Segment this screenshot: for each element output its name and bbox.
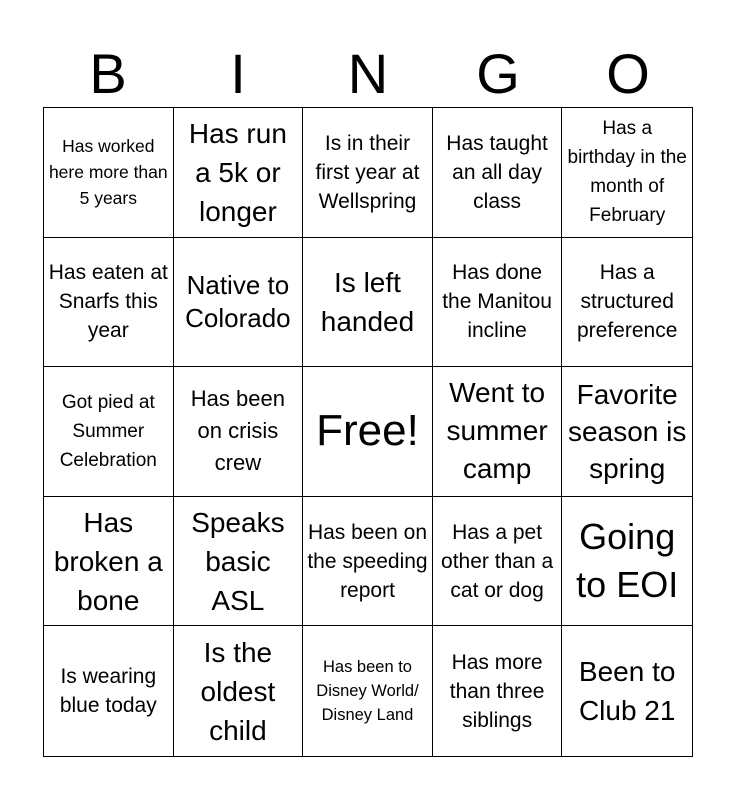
bingo-cell[interactable] (174, 108, 304, 238)
cell-text: Has worked here more than 5 years (48, 136, 168, 209)
cell-text: Has been on crisis crew (190, 386, 285, 476)
bingo-cell[interactable] (44, 108, 174, 238)
bingo-cell[interactable] (44, 367, 174, 497)
cell-text: Got pied at Summer Celebration (59, 391, 157, 471)
bingo-cell[interactable] (562, 108, 692, 238)
cell-text: Has run a 5k or longer (188, 117, 287, 227)
bingo-grid (43, 107, 693, 757)
cell-text: Went to summer camp (446, 377, 548, 485)
cell-text: Has a birthday in the month of February (567, 118, 687, 227)
bingo-cell[interactable] (433, 626, 563, 756)
cell-text: Free! (316, 406, 419, 456)
cell-text: Has more than three siblings (449, 650, 545, 732)
bingo-cell[interactable] (174, 238, 304, 368)
cell-text: Has been to Disney World/ Disney Land (316, 658, 419, 725)
cell-text: Has been on the speeding report (307, 520, 428, 602)
cell-text: Native to Colorado (185, 269, 291, 333)
bingo-cell[interactable] (303, 108, 433, 238)
cell-text: Going to EOI (576, 516, 679, 606)
cell-text: Favorite season is spring (568, 378, 687, 484)
cell-text: Has a pet other than a cat or dog (441, 520, 554, 602)
bingo-cell[interactable] (303, 626, 433, 756)
bingo-cell[interactable] (303, 238, 433, 368)
bingo-cell[interactable] (562, 626, 692, 756)
bingo-cell[interactable] (562, 497, 692, 627)
bingo-cell[interactable] (433, 367, 563, 497)
header-letter-n: N (347, 42, 389, 105)
cell-text: Speaks basic ASL (191, 506, 285, 616)
bingo-cell[interactable] (174, 367, 304, 497)
cell-text: Been to Club 21 (578, 656, 676, 727)
header-letter-o: O (606, 42, 650, 105)
bingo-cell[interactable] (174, 497, 304, 627)
cell-text: Has broken a bone (53, 506, 163, 616)
bingo-cell[interactable] (433, 497, 563, 627)
cell-text: Is the oldest child (200, 636, 276, 746)
bingo-cell[interactable] (303, 497, 433, 627)
bingo-header (43, 44, 693, 104)
bingo-cell[interactable] (433, 108, 563, 238)
bingo-cell[interactable] (433, 238, 563, 368)
free-cell[interactable] (303, 367, 433, 497)
cell-text: Has done the Manitou incline (442, 261, 552, 343)
bingo-cell[interactable] (44, 238, 174, 368)
bingo-cell[interactable] (44, 497, 174, 627)
cell-text: Is in their first year at Wellspring (315, 131, 420, 213)
bingo-cell[interactable] (44, 626, 174, 756)
cell-text: Is left handed (320, 266, 415, 337)
cell-text: Has taught an all day class (446, 131, 548, 213)
cell-text: Has eaten at Snarfs this year (48, 261, 168, 343)
header-letter-g: G (476, 42, 520, 105)
bingo-cell[interactable] (562, 238, 692, 368)
bingo-cell[interactable] (174, 626, 304, 756)
header-letter-i: I (230, 42, 246, 105)
header-letter-b: B (89, 42, 127, 105)
cell-text: Has a structured preference (576, 261, 678, 343)
bingo-cell[interactable] (562, 367, 692, 497)
cell-text: Is wearing blue today (59, 665, 157, 718)
